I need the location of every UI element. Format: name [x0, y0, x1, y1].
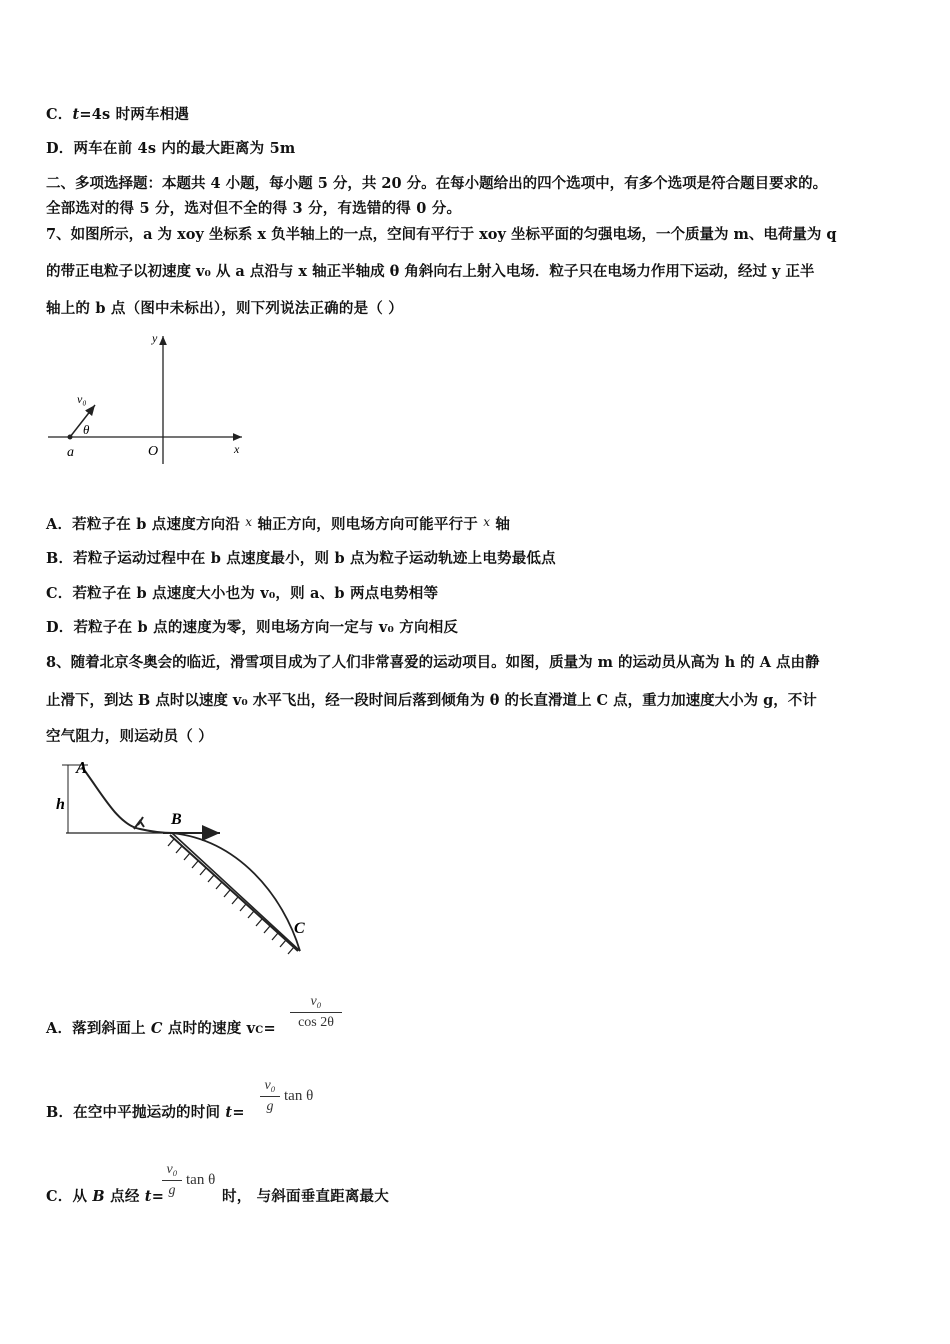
q8-option-c-prefix: C．从 B 点经 t=: [46, 1188, 165, 1205]
skier-icon: [134, 817, 144, 829]
point-a: [68, 435, 73, 440]
q8-stem-line2: 止滑下，到达 B 点时以速度 v₀ 水平飞出，经一段时间后落到倾角为 θ 的长直滑道上 C 点，重力加速度大小为 g，不计: [46, 692, 817, 709]
chord-bc: [172, 833, 300, 951]
q7-option-c: C．若粒子在 b 点速度大小也为 v₀，则 a、b 两点电势相等: [46, 585, 439, 602]
q7-option-b: B．若粒子运动过程中在 b 点速度最小，则 b 点为粒子运动轨迹上电势最低点: [46, 550, 556, 567]
q8-option-b-tan: tan θ: [284, 1088, 314, 1104]
q8-stem-line1: 8、随着北京冬奥会的临近，滑雪项目成为了人们非常喜爱的运动项目。如图，质量为 m 的运动员从高为 h 的 A 点由静: [46, 654, 820, 671]
c-point-label: C: [294, 920, 305, 937]
q8-option-b-fraction: v₀ g: [260, 1078, 280, 1115]
slide-curve: [82, 767, 173, 833]
q8-option-c-suffix: 时， 与斜面垂直距离最大: [222, 1188, 389, 1205]
q8-option-a-fraction: v₀ cos 2θ: [290, 994, 342, 1031]
q8-option-b: B．在空中平抛运动的时间 t=: [46, 1104, 245, 1121]
section2-line2: 全部选对的得 5 分，选对但不全的得 3 分，有选错的得 0 分。: [46, 200, 462, 217]
q7-coordinate-figure: [40, 328, 260, 468]
a-point-label: A: [76, 758, 88, 777]
b-point-label: B: [171, 811, 182, 828]
q7-stem-line2: 的带正电粒子以初速度 v₀ 从 a 点沿与 x 轴正半轴成 θ 角斜向右上射入电场．粒子只在电场力作用下运动，经过 y 正半: [46, 263, 815, 280]
slope-hatching: [168, 839, 294, 954]
q7-option-a: A．若粒子在 b 点速度方向沿 $^x$ 轴正方向，则电场方向可能平行于 $^x$ 轴: [46, 515, 511, 533]
q7-stem-line3: 轴上的 b 点（图中未标出），则下列说法正确的是（ ）: [46, 300, 403, 317]
q7-option-d: D．若粒子在 b 点的速度为零，则电场方向一定与 v₀ 方向相反: [46, 619, 459, 636]
theta-label: θ: [83, 422, 90, 437]
q6-option-c: C．t=4s 时两车相遇: [46, 106, 190, 123]
q6-option-d: D．两车在前 4s 内的最大距离为 5m: [46, 140, 296, 157]
x-label: x: [234, 442, 240, 456]
origin-label: O: [148, 444, 159, 459]
q8-option-c-fraction: v₀ g: [162, 1162, 182, 1199]
y-label: y: [152, 331, 158, 345]
v0-label: v₀: [77, 392, 87, 406]
q8-option-c-tan: tan θ: [186, 1172, 216, 1188]
h-label: h: [56, 796, 65, 813]
a-label: a: [67, 445, 74, 460]
q7-stem-line1: 7、如图所示，a 为 xoy 坐标系 x 负半轴上的一点，空间有平行于 xoy 坐标平面的匀强电场，一个质量为 m、电荷量为 q: [46, 226, 837, 243]
q8-option-a: A．落到斜面上 C 点时的速度 vC=: [46, 1020, 276, 1037]
q8-stem-line3: 空气阻力，则运动员（ ）: [46, 728, 213, 745]
section2-line1: 二、多项选择题：本题共 4 小题，每小题 5 分，共 20 分。在每小题给出的四个选项中，有多个选项是符合题目要求的。: [46, 175, 828, 192]
slope: [170, 835, 298, 951]
q8-ski-jump-figure: [48, 755, 318, 960]
